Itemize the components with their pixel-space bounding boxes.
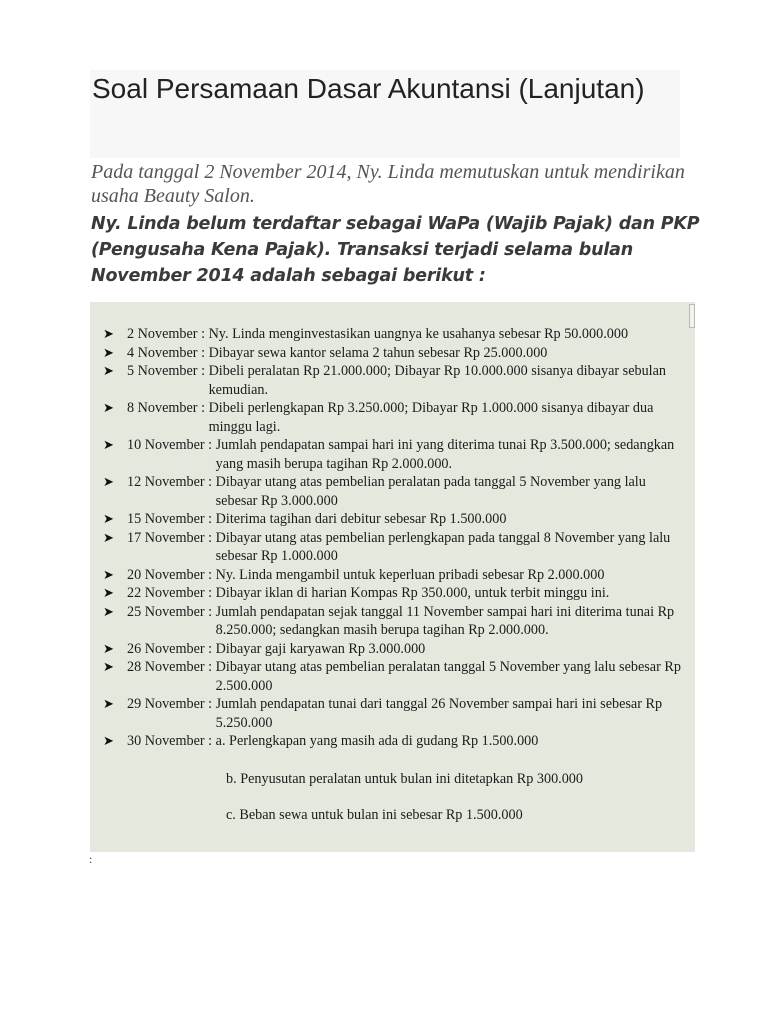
arrow-bullet-icon: ➤ — [103, 529, 114, 545]
arrow-bullet-icon: ➤ — [103, 585, 114, 600]
transaction-item — [103, 473, 688, 510]
trailing-colon: : — [89, 852, 93, 866]
transaction-list — [103, 325, 688, 751]
adjustment-sub-item: c. Beban sewa untuk bulan ini sebesar Rp 1.500.000 — [226, 807, 523, 823]
transaction-desc: Diterima tagihan dari debitur sebesar Rp 1.500.000 — [215, 511, 507, 527]
transaction-date: 20 November : — [127, 566, 216, 583]
intro-status-paragraph: Ny. Linda belum terdaftar sebagai WaPa (Wajib Pajak) dan PKP (Pengusaha Kena Pajak). Transaksi terjadi selama bulan November 2014 adalah sebagai berikut : — [91, 214, 700, 286]
transaction-item — [103, 658, 688, 695]
transaction-item — [103, 399, 688, 436]
intro-paragraph: Pada tanggal 2 November 2014, Ny. Linda memutuskan untuk mendirikan usaha Beauty Salon. — [91, 161, 685, 207]
transaction-date: 2 November : — [127, 326, 209, 342]
transaction-date: 22 November : — [127, 585, 216, 601]
transaction-desc: a. Perlengkapan yang masih ada di gudang Rp 1.500.000 — [215, 733, 539, 749]
transaction-item — [103, 510, 688, 529]
transaction-desc: Ny. Linda menginvestasikan uangnya ke usahanya sebesar Rp 50.000.000 — [208, 326, 629, 342]
arrow-bullet-icon: ➤ — [103, 566, 114, 582]
transaction-item — [103, 436, 688, 473]
transaction-date: 5 November : — [127, 363, 209, 379]
transaction-date: 10 November : — [127, 437, 216, 453]
transaction-desc: Dibayar sewa kantor selama 2 tahun sebesar Rp 25.000.000 — [208, 344, 548, 361]
transaction-item — [103, 529, 688, 566]
transaction-date: 12 November : — [127, 474, 216, 490]
transaction-desc: Dibayar utang atas pembelian perlengkapan pada tanggal 8 November yang lalu sebesar Rp 1.000.000 — [215, 529, 671, 564]
transaction-item — [103, 603, 688, 640]
transaction-desc: Dibeli peralatan Rp 21.000.000; Dibayar Rp 10.000.000 sisanya dibayar sebulan kemudian. — [208, 363, 667, 398]
transaction-date: 29 November : — [127, 696, 216, 712]
transaction-desc: Jumlah pendapatan sejak tanggal 11 November sampai hari ini diterima tunai Rp 8.250.000; sedangkan masih berupa tagihan Rp 2.000.000. — [215, 603, 675, 638]
transaction-date: 30 November : — [127, 733, 216, 749]
arrow-bullet-icon: ➤ — [103, 474, 114, 489]
page-title: Soal Persamaan Dasar Akuntansi (Lanjutan) — [92, 73, 645, 104]
transaction-item — [103, 640, 688, 659]
transaction-desc: Dibayar utang atas pembelian peralatan pada tanggal 5 November yang lalu sebesar Rp 3.000.000 — [215, 474, 646, 509]
transaction-date: 8 November : — [127, 400, 209, 416]
arrow-bullet-icon: ➤ — [103, 696, 114, 711]
transaction-desc: Jumlah pendapatan tunai dari tanggal 26 November sampai hari ini sebesar Rp 5.250.000 — [215, 696, 663, 731]
arrow-bullet-icon: ➤ — [103, 733, 114, 748]
transaction-item — [103, 695, 688, 732]
transaction-date: 28 November : — [127, 659, 216, 675]
transaction-date: 17 November : — [127, 529, 216, 546]
arrow-bullet-icon: ➤ — [103, 344, 114, 360]
transaction-desc: Dibeli perlengkapan Rp 3.250.000; Dibayar Rp 1.000.000 sisanya dibayar dua minggu lagi. — [208, 400, 654, 435]
transaction-desc: Jumlah pendapatan sampai hari ini yang diterima tunai Rp 3.500.000; sedangkan yang masih berupa tagihan Rp 2.000.000. — [215, 437, 675, 472]
transaction-date: 4 November : — [127, 344, 209, 361]
transaction-item — [103, 362, 688, 399]
transaction-date: 15 November : — [127, 511, 216, 527]
transaction-date: 26 November : — [127, 640, 216, 657]
arrow-bullet-icon: ➤ — [103, 511, 114, 526]
transaction-item — [103, 344, 688, 363]
transaction-desc: Dibayar iklan di harian Kompas Rp 350.000, untuk terbit minggu ini. — [215, 585, 610, 601]
arrow-bullet-icon: ➤ — [103, 659, 114, 674]
transaction-item — [103, 584, 688, 603]
transaction-date: 25 November : — [127, 603, 216, 620]
transaction-item — [103, 325, 688, 344]
arrow-bullet-icon: ➤ — [103, 640, 114, 656]
transaction-item — [103, 566, 688, 585]
arrow-bullet-icon: ➤ — [103, 363, 114, 378]
adjustment-sub-item: b. Penyusutan peralatan untuk bulan ini ditetapkan Rp 300.000 — [226, 771, 583, 787]
arrow-bullet-icon: ➤ — [103, 400, 114, 415]
panel-scroll-handle — [689, 304, 695, 328]
transaction-desc: Dibayar gaji karyawan Rp 3.000.000 — [215, 640, 426, 657]
transaction-desc: Ny. Linda mengambil untuk keperluan pribadi sebesar Rp 2.000.000 — [215, 566, 605, 583]
arrow-bullet-icon: ➤ — [103, 603, 114, 619]
arrow-bullet-icon: ➤ — [103, 437, 114, 452]
transaction-item — [103, 732, 688, 751]
arrow-bullet-icon: ➤ — [103, 326, 114, 341]
transaction-desc: Dibayar utang atas pembelian peralatan tanggal 5 November yang lalu sebesar Rp 2.500.000 — [215, 659, 681, 694]
